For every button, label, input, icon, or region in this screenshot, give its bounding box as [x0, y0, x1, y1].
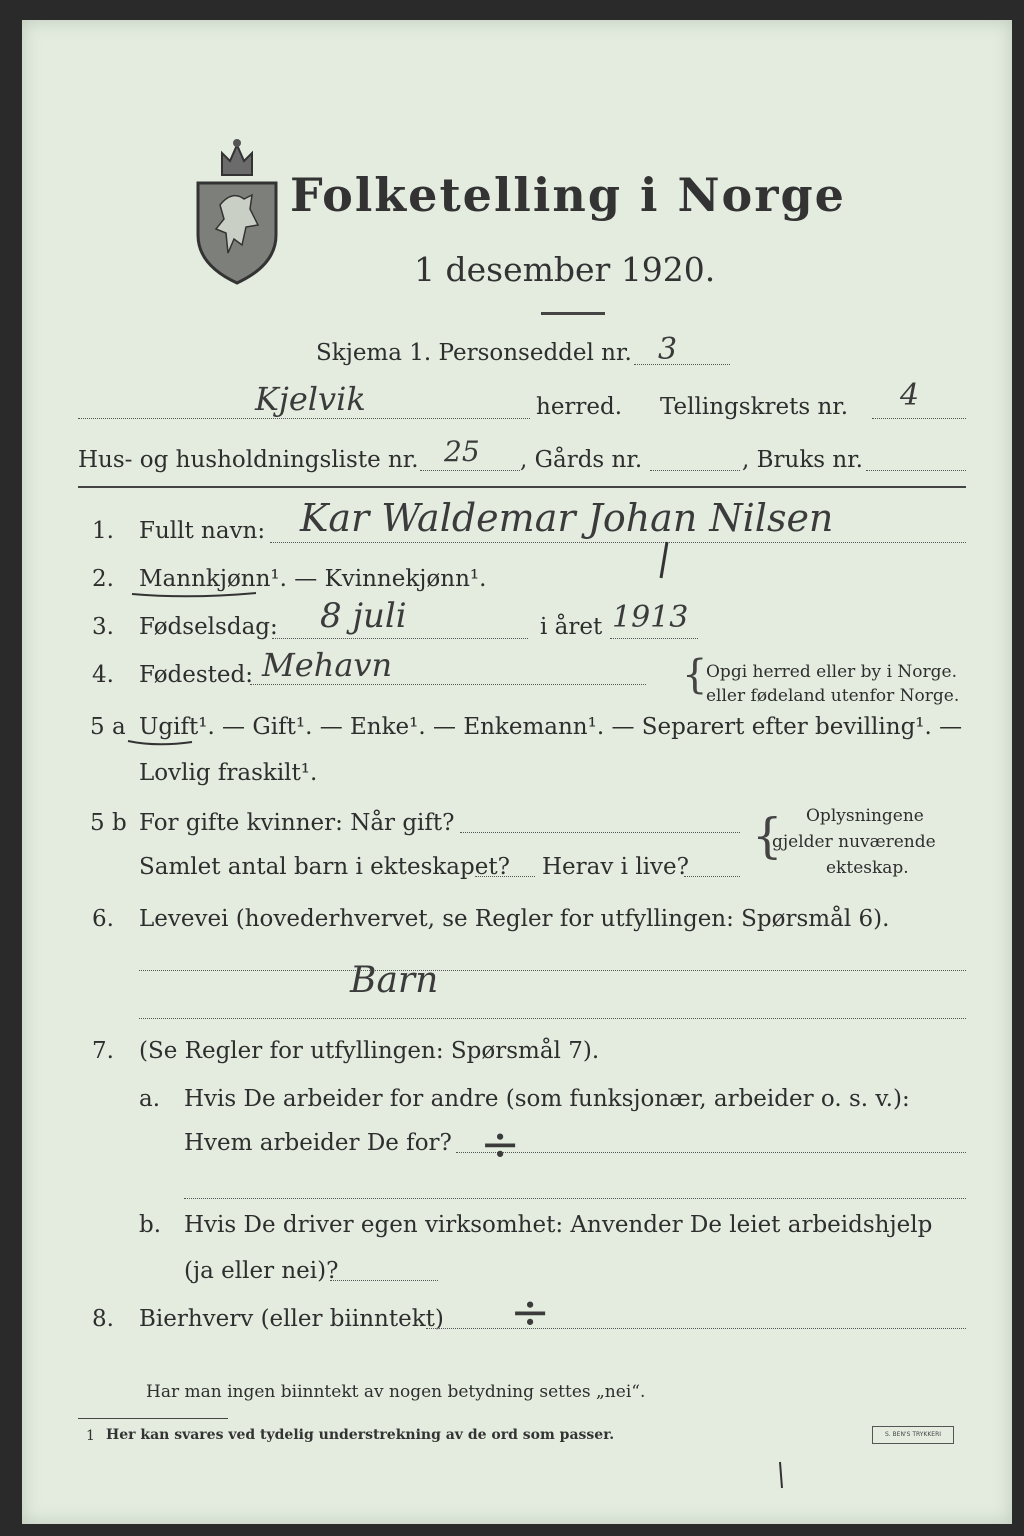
q3-value: 8 juli [320, 596, 407, 636]
q2-number: 2. [92, 566, 114, 592]
form-title: Folketelling i Norge [290, 168, 846, 222]
q5b-number: 5 b [90, 810, 127, 836]
gards-label: , Gårds nr. [520, 447, 643, 473]
q5a-label: Ugift¹. — Gift¹. — Enke¹. — Enkemann¹. — Separert efter bevilling¹. — [139, 714, 963, 740]
form-date: 1 desember 1920. [414, 250, 716, 289]
q5b-dotline [460, 832, 740, 833]
bruks-label: , Bruks nr. [742, 447, 863, 473]
q5b-live-dotline [684, 876, 740, 877]
q5a-label-2: Lovlig fraskilt¹. [139, 760, 318, 786]
q4-number: 4. [92, 662, 114, 688]
printer-stamp [872, 1426, 954, 1444]
q8-value: ÷ [510, 1284, 551, 1340]
q4-note-line2: eller fødeland utenfor Norge. [706, 686, 960, 706]
q6-dotline-2 [139, 1018, 966, 1019]
q8-dotline [426, 1328, 966, 1329]
q8-number: 8. [92, 1306, 114, 1332]
q7a-dotline [456, 1152, 966, 1153]
q5a-underline-mark [126, 738, 196, 748]
q4-value: Mehavn [262, 646, 393, 684]
footnote-number: 1 [86, 1428, 95, 1444]
q5b-note-brace: { [752, 808, 783, 864]
schema-dotline [634, 364, 730, 365]
herred-dotline [78, 418, 530, 419]
schema-value: 3 [658, 332, 678, 367]
q7a-label-2: Hvem arbeider De for? [184, 1130, 452, 1156]
q1-dotline [270, 542, 966, 543]
q5b-label-2: Samlet antal barn i ekteskapet? [139, 854, 510, 880]
q5b-note-line2: gjelder nuværende [772, 832, 936, 852]
gards-dotline [650, 470, 740, 471]
footnote-rule [78, 1418, 228, 1419]
q7b-label-2: (ja eller nei)? [184, 1258, 339, 1284]
norwegian-coat-of-arms-icon [192, 135, 282, 285]
q7a-letter: a. [139, 1086, 161, 1112]
q6-number: 6. [92, 906, 114, 932]
q5b-label: For gifte kvinner: Når gift? [139, 810, 455, 836]
q5b-note-line3: ekteskap. [826, 858, 909, 878]
q5b-note-line1: Oplysningene [806, 806, 924, 826]
q1-value: Kar Waldemar Johan Nilsen [300, 496, 834, 540]
hus-label: Hus- og husholdningsliste nr. [78, 447, 419, 473]
q7a-value: ÷ [480, 1116, 521, 1172]
q5b-live-label: Herav i live? [542, 854, 689, 880]
q3-year-value: 1913 [612, 600, 689, 635]
q5a-number: 5 a [90, 714, 126, 740]
note-nei: Har man ingen biinntekt av nogen betydning settes „nei“. [146, 1382, 646, 1402]
q7-label: (Se Regler for utfyllingen: Spørsmål 7). [139, 1038, 600, 1064]
q6-label: Levevei (hovederhvervet, se Regler for utfyllingen: Spørsmål 6). [139, 906, 890, 932]
q3-year-label: i året [540, 614, 603, 640]
q3-dotline [272, 638, 528, 639]
q5b-children-dotline [475, 876, 535, 877]
bruks-dotline [866, 470, 966, 471]
tellingskrets-value: 4 [900, 378, 920, 413]
q7b-label: Hvis De driver egen virksomhet: Anvender De leiet arbeidshjelp [184, 1212, 933, 1238]
q3-number: 3. [92, 614, 114, 640]
footnote-text: Her kan svares ved tydelig understrekning av de ord som passer. [106, 1427, 615, 1443]
header-rule [78, 486, 966, 488]
q4-label: Fødested: [139, 662, 254, 688]
q7b-letter: b. [139, 1212, 162, 1238]
q3-label: Fødselsdag: [139, 614, 278, 640]
q1-label: Fullt navn: [139, 518, 266, 544]
q7a-dotline-2 [184, 1198, 966, 1199]
q2-label: Mannkjønn¹. — Kvinnekjønn¹. [139, 566, 487, 592]
q4-note-line1: Opgi herred eller by i Norge. [706, 662, 957, 682]
q4-dotline [250, 684, 646, 685]
q6-dotline-1 [139, 970, 966, 971]
q8-label: Bierhverv (eller biinntekt) [139, 1306, 444, 1332]
q6-value: Barn [350, 960, 439, 1001]
q7b-dotline [330, 1280, 438, 1281]
title-divider [541, 312, 605, 315]
q4-note-brace: { [682, 652, 708, 698]
hus-dotline [420, 470, 520, 471]
schema-label: Skjema 1. Personseddel nr. [316, 340, 632, 366]
q3-year-dotline [610, 638, 698, 639]
herred-value: Kjelvik [255, 380, 366, 418]
q1-number: 1. [92, 518, 114, 544]
q2-underline-mark [130, 590, 260, 600]
q7a-label: Hvis De arbeider for andre (som funksjonær, arbeider o. s. v.): [184, 1086, 910, 1112]
q7-number: 7. [92, 1038, 114, 1064]
q2-pen-stroke [655, 540, 675, 580]
tellingskrets-dotline [872, 418, 966, 419]
hus-value: 25 [444, 435, 480, 468]
tellingskrets-label: Tellingskrets nr. [660, 394, 849, 420]
herred-label: herred. [536, 394, 623, 420]
printer-stamp-text: S. BEN'S TRYKKERI [884, 1431, 942, 1438]
stray-pen-mark [776, 1460, 786, 1490]
